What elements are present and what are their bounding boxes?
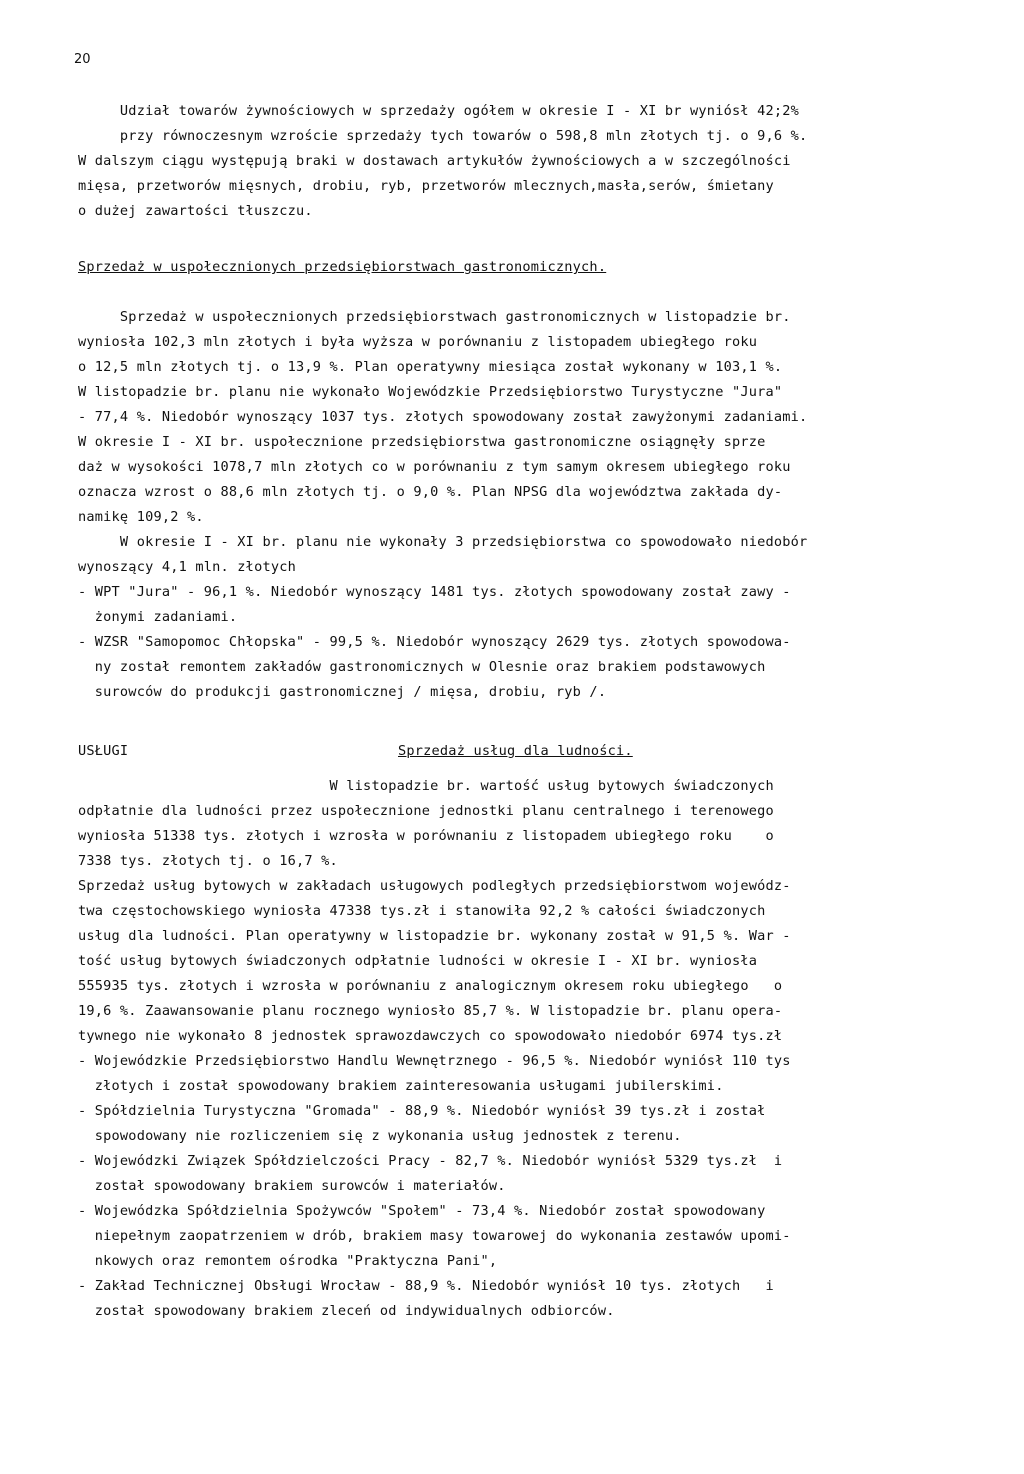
text-line: został spowodowany brakiem surowców i materiałów. [78,1178,506,1194]
heading-gastronomy: Sprzedaż w uspołecznionych przedsiębiorstwach gastronomicznych. [78,259,607,275]
text-line: W okresie I - XI br. uspołecznione przedsiębiorstwa gastronomiczne osiągnęły sprze [78,434,766,450]
text-line: mięsa, przetworów mięsnych, drobiu, ryb, przetworów mlecznych,masła,serów, śmietany [78,178,774,194]
text-line: odpłatnie dla ludności przez uspołecznione jednostki planu centralnego i terenowego [78,803,774,819]
text-line: o 12,5 mln złotych tj. o 13,9 %. Plan operatywny miesiąca został wykonany w 103,1 %. [78,359,783,375]
text-line: tywnego nie wykonało 8 jednostek sprawozdawczych co spowodowało niedobór 6974 tys.zł [78,1028,783,1044]
text-line: 19,6 %. Zaawansowanie planu rocznego wyniosło 85,7 %. W listopadzie br. planu opera- [78,1003,783,1019]
heading-services: Sprzedaż usług dla ludności. [398,743,633,759]
text-line: złotych i został spowodowany brakiem zainteresowania usługami jubilerskimi. [78,1078,724,1094]
text-line: tość usług bytowych świadczonych odpłatnie ludności w okresie I - XI br. wyniosła [78,953,758,969]
text-line: 555935 tys. złotych i wzrosła w porównaniu z analogicznym okresem roku ubiegłego o [78,978,783,994]
text-line: Sprzedaż w uspołecznionych przedsiębiorstwach gastronomicznych w listopadzie br. [78,309,791,325]
text-line: nkowych oraz remontem ośrodka "Praktyczna Pani", [78,1253,498,1269]
text-line: - Wojewódzki Związek Spółdzielczości Pracy - 82,7 %. Niedobór wyniósł 5329 tys.zł i [78,1153,783,1169]
text-line: ny został remontem zakładów gastronomicznych w Olesnie oraz brakiem podstawowych [78,659,766,675]
text-line: - WZSR "Samopomoc Chłopska" - 99,5 %. Niedobór wynoszący 2629 tys. złotych spowodowa- [78,634,791,650]
text-line: Udział towarów żywnościowych w sprzedaży ogółem w okresie I - XI br wyniósł 42;2% [78,103,800,119]
text-line: o dużej zawartości tłuszczu. [78,203,313,219]
text-line: - Spółdzielnia Turystyczna "Gromada" - 88,9 %. Niedobór wyniósł 39 tys.zł i został [78,1103,766,1119]
text-line: twa częstochowskiego wyniosła 47338 tys.zł i stanowiła 92,2 % całości świadczonych [78,903,766,919]
text-line: daż w wysokości 1078,7 mln złotych co w porównaniu z tym samym okresem ubiegłego roku [78,459,791,475]
text-line: namikę 109,2 %. [78,509,204,525]
text-line: oznacza wzrost o 88,6 mln złotych tj. o 9,0 %. Plan NPSG dla województwa zakłada dy- [78,484,783,500]
text-line: - Wojewódzka Spółdzielnia Spożywców "Społem" - 73,4 %. Niedobór został spowodowany [78,1203,766,1219]
text-line: Sprzedaż usług bytowych w zakładach usługowych podległych przedsiębiorstwom wojewódz- [78,878,791,894]
paragraph-gastronomy [78,305,978,705]
text-line: wyniosła 51338 tys. złotych i wzrosła w porównaniu z listopadem ubiegłego roku o [78,828,774,844]
page-number: 20 [74,52,91,67]
text-line: żonymi zadaniami. [78,609,238,625]
text-line: wyniosła 102,3 mln złotych i była wyższa w porównaniu z listopadem ubiegłego roku [78,334,758,350]
paragraph-food-share [78,99,978,224]
text-line: usług dla ludności. Plan operatywny w listopadzie br. wykonany został w 91,5 %. War - [78,928,791,944]
text-line: W okresie I - XI br. planu nie wykonały 3 przedsiębiorstwa co spowodowało niedobór [78,534,808,550]
text-line: spowodowany nie rozliczeniem się z wykonania usług jednostek z terenu. [78,1128,682,1144]
paragraph-services [78,774,978,1324]
text-line: W listopadzie br. wartość usług bytowych świadczonych [78,778,774,794]
text-line: został spowodowany brakiem zleceń od indywidualnych odbiorców. [78,1303,615,1319]
text-line: - 77,4 %. Niedobór wynoszący 1037 tys. złotych spowodowany został zawyżonymi zadaniami. [78,409,808,425]
section-label-services: USŁUGI [78,743,129,759]
text-line: wynoszący 4,1 mln. złotych [78,559,296,575]
text-line: surowców do produkcji gastronomicznej / mięsa, drobiu, ryb /. [78,684,607,700]
text-line: niepełnym zaopatrzeniem w drób, brakiem masy towarowej do wykonania zestawów upomi- [78,1228,791,1244]
text-line: - Wojewódzkie Przedsiębiorstwo Handlu Wewnętrznego - 96,5 %. Niedobór wyniósł 110 tys [78,1053,791,1069]
text-line: przy równoczesnym wzroście sprzedaży tych towarów o 598,8 mln złotych tj. o 9,6 %. [78,128,808,144]
text-line: 7338 tys. złotych tj. o 16,7 %. [78,853,338,869]
text-line: - WPT "Jura" - 96,1 %. Niedobór wynoszący 1481 tys. złotych spowodowany został zawy - [78,584,791,600]
text-line: W listopadzie br. planu nie wykonało Wojewódzkie Przedsiębiorstwo Turystyczne "Jura" [78,384,783,400]
text-line: - Zakład Technicznej Obsługi Wrocław - 88,9 %. Niedobór wyniósł 10 tys. złotych i [78,1278,774,1294]
text-line: W dalszym ciągu występują braki w dostawach artykułów żywnościowych a w szczególności [78,153,791,169]
